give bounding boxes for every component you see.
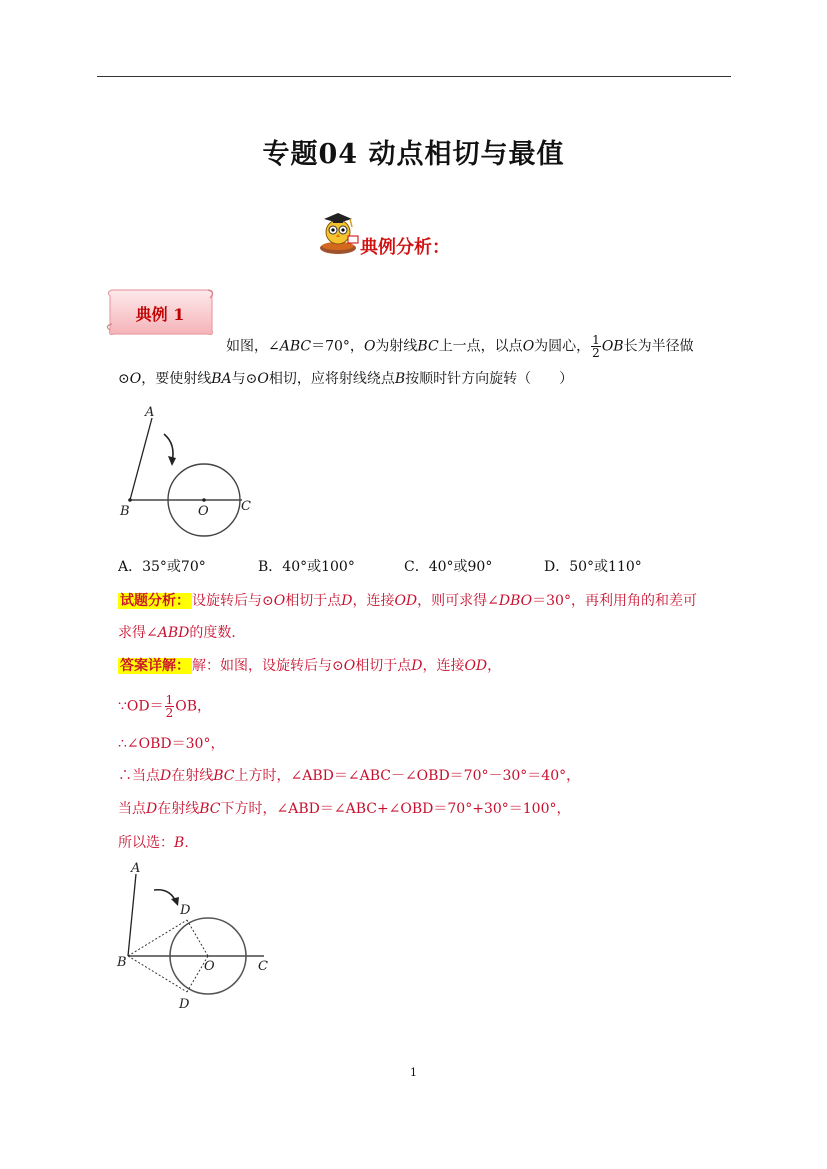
analysis-line-2 — [118, 623, 245, 643]
label-B: B — [117, 955, 127, 970]
option-b: B．40°或100° — [258, 559, 355, 575]
label-O: O — [204, 959, 215, 974]
text: 相切，应将射线绕点 — [268, 371, 395, 387]
text: 相切于点 — [355, 658, 412, 674]
example-badge — [104, 286, 216, 338]
answer-tag: 答案详解： — [120, 658, 190, 674]
circle-O: ⊙O — [262, 593, 286, 609]
fraction-numerator: 1 — [592, 333, 600, 347]
point-D: D — [341, 593, 353, 609]
text: 在射线 — [171, 768, 214, 784]
answer-choice: B． — [174, 835, 199, 851]
text: 的度数． — [189, 625, 246, 641]
ray-BA: BA — [211, 371, 232, 387]
answer-line-3: ∴∠OBD＝30°， — [118, 736, 225, 752]
segment-OD: OD — [394, 593, 418, 609]
arrow-head-icon — [168, 456, 176, 466]
radius-OD-upper — [187, 920, 208, 956]
text: ，连接 — [352, 593, 395, 609]
text: ∵OD＝ — [118, 698, 164, 715]
text: ＝30°，再利用角的和差可 — [532, 593, 697, 609]
text: 为圆心， — [534, 338, 591, 355]
segment-OD: OD — [464, 658, 488, 674]
option-a: A．35°或70° — [118, 559, 206, 575]
equation: ∠ABD＝∠ABC－∠OBD＝70°－30°＝40°， — [290, 768, 581, 784]
center-dot — [202, 498, 206, 502]
label-D-upper: D — [180, 903, 191, 918]
fraction-denominator: 2 — [592, 346, 600, 360]
angle-ABC: ∠ABC — [268, 338, 312, 355]
circle-O: ⊙O — [118, 371, 142, 387]
fraction-half — [591, 334, 601, 359]
ray-BA-line — [130, 418, 152, 500]
text: 所以选： — [118, 835, 174, 851]
option-c: C．40°或90° — [404, 559, 493, 575]
problem-line-2 — [118, 369, 573, 389]
arrow-head-icon — [171, 897, 179, 906]
figure-1 — [112, 404, 262, 544]
equation: ∠ABD＝∠ABC+∠OBD＝70°+30°＝100°， — [276, 801, 571, 817]
text: OB， — [175, 698, 212, 715]
label-B: B — [120, 504, 130, 519]
text: ＝70°， — [311, 338, 364, 355]
scholar-owl-icon — [318, 208, 362, 258]
angle-DBO: ∠DBO — [487, 593, 533, 609]
ray-BA-line — [128, 874, 136, 956]
ray-BC: BC — [417, 338, 439, 355]
label-A: A — [145, 405, 155, 420]
text: ，连接 — [422, 658, 465, 674]
point-D: D — [411, 658, 423, 674]
answer-line-6 — [118, 833, 198, 853]
text: 下方时， — [220, 801, 277, 817]
text: 上一点，以点 — [438, 338, 523, 355]
answer-line-5 — [118, 799, 571, 819]
angle-ABD: ∠ABD — [146, 625, 190, 641]
point-B: B — [394, 371, 406, 387]
text: ∴当点 — [118, 768, 160, 784]
fraction-half — [165, 694, 175, 719]
section-heading-text: 典例分析： — [360, 237, 450, 258]
text: 长为半径做 — [623, 338, 694, 355]
tangent-BD-lower — [128, 956, 187, 992]
example-badge-label: 典例 1 — [135, 305, 185, 324]
text: 如图， — [226, 338, 268, 355]
text: 与 — [231, 371, 246, 387]
answer-line-1 — [118, 656, 501, 676]
page-number: 1 — [410, 1066, 417, 1079]
text: 相切于点 — [285, 593, 342, 609]
circle-O: ⊙O — [332, 658, 356, 674]
text: 上方时， — [234, 768, 291, 784]
label-A: A — [131, 861, 141, 876]
ray-BC: BC — [199, 801, 221, 817]
text: 当点 — [118, 801, 146, 817]
section-heading — [318, 208, 450, 258]
text: ，要使射线 — [141, 371, 212, 387]
text: ，则可求得 — [417, 593, 488, 609]
label-D-lower: D — [179, 997, 190, 1012]
ray-BC: BC — [213, 768, 235, 784]
point-D: D — [146, 801, 158, 817]
analysis-tag: 试题分析： — [120, 593, 190, 609]
vertex-dot — [128, 498, 132, 502]
fraction-numerator: 1 — [165, 693, 174, 707]
figure-2 — [112, 858, 282, 1014]
text: 求得 — [118, 625, 146, 641]
answer-line-4 — [118, 766, 580, 786]
tangent-BD-upper — [128, 920, 187, 956]
option-d: D．50°或110° — [544, 559, 642, 575]
answer-line-2 — [118, 694, 211, 719]
label-O: O — [198, 504, 209, 519]
header-rule — [97, 76, 731, 77]
analysis-line-1 — [118, 591, 697, 611]
text: 解：如图，设旋转后与 — [192, 658, 332, 674]
page-title: 专题04 动点相切与最值 — [262, 139, 565, 170]
label-C: C — [241, 499, 251, 514]
text: 在射线 — [157, 801, 200, 817]
text: 设旋转后与 — [192, 593, 262, 609]
problem-line-1 — [226, 334, 694, 359]
point-O: O — [363, 338, 376, 355]
segment-OB: OB — [601, 338, 624, 355]
label-C: C — [258, 959, 268, 974]
point-D: D — [160, 768, 172, 784]
point-O: O — [522, 338, 535, 355]
text: ， — [487, 658, 502, 674]
fraction-denominator: 2 — [165, 706, 174, 720]
circle-O: ⊙O — [245, 371, 269, 387]
text: 为射线 — [375, 338, 418, 355]
text: 按顺时针方向旋转（ ） — [405, 371, 574, 387]
